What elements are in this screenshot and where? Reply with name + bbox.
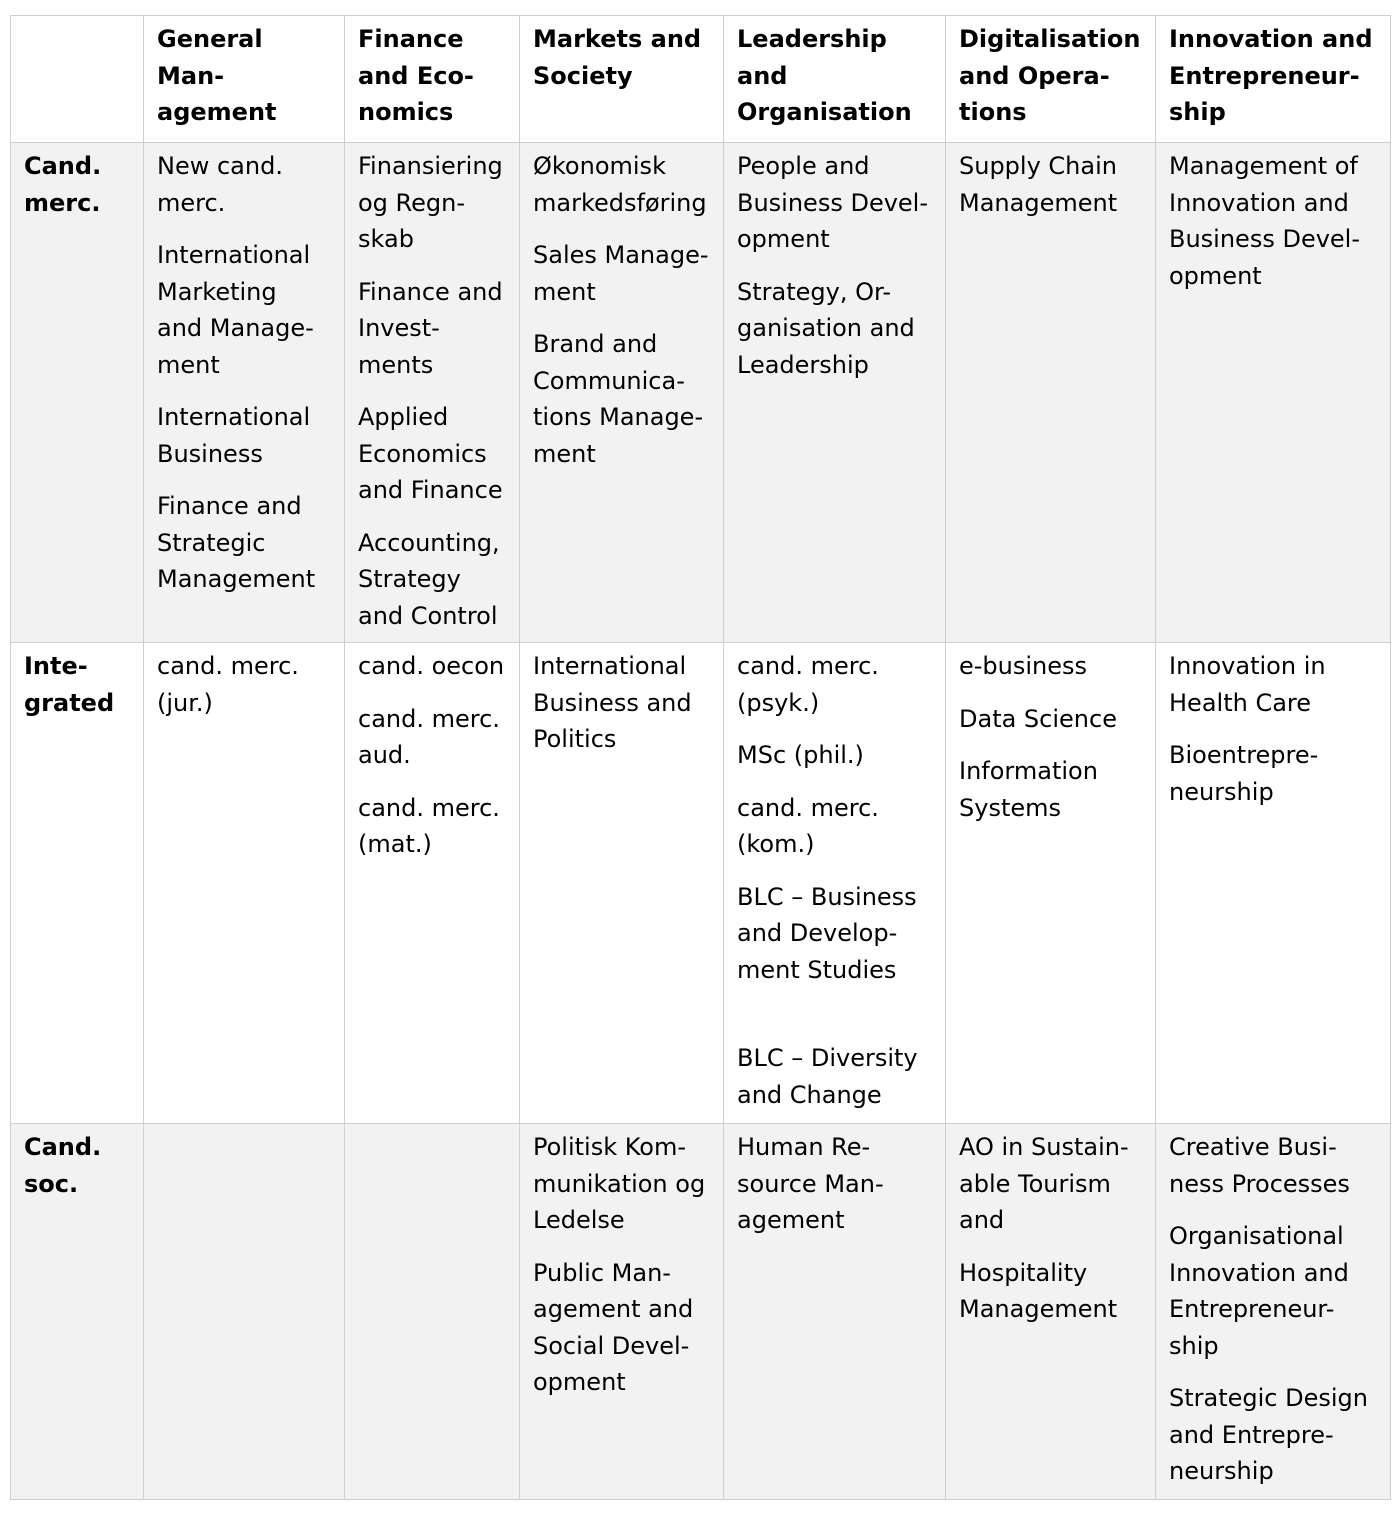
programme-line: Sales Manage- — [533, 241, 709, 269]
programme-entry — [959, 753, 1143, 826]
programme-line: and Manage- — [157, 314, 314, 342]
programme-line: Applied — [358, 403, 449, 431]
programme-line: and Develop- — [737, 919, 898, 947]
column-header: Finance and Eco- nomics — [345, 16, 520, 143]
table-cell — [1156, 643, 1391, 1124]
programme-line: Strategy, Or- — [737, 277, 891, 306]
corner-cell — [11, 16, 144, 143]
programme-entry — [358, 648, 507, 685]
table-cell — [724, 143, 946, 643]
programme-line: Leadership — [737, 350, 869, 379]
programme-entry — [157, 648, 332, 721]
programme-line: Hospitality — [959, 1258, 1088, 1287]
programme-entry — [1169, 1218, 1378, 1364]
table-row — [11, 1124, 1391, 1500]
table-cell — [946, 1124, 1156, 1500]
table-cell — [1156, 1124, 1391, 1500]
column-header: Innovation and Entrepreneur- ship — [1156, 16, 1391, 143]
programme-line: Ledelse — [533, 1206, 625, 1234]
programme-line: Strategic — [157, 528, 266, 557]
programme-line: Accounting, — [358, 528, 500, 557]
row-header: Inte- grated — [11, 643, 144, 1124]
programme-line: able Tourism — [959, 1169, 1111, 1198]
programme-line: International — [157, 241, 311, 269]
programme-entry — [157, 399, 332, 472]
table-cell — [724, 643, 946, 1124]
programme-entry — [1169, 148, 1378, 294]
table-cell — [946, 643, 1156, 1124]
programme-line: Creative Busi- — [1169, 1133, 1337, 1161]
programme-entry — [959, 1255, 1143, 1328]
column-header: Leadership and Organisation — [724, 16, 946, 143]
table-cell — [345, 143, 520, 643]
programme-line: opment — [533, 1368, 626, 1396]
programme-line: Economics — [358, 439, 487, 468]
programme-line: Bioentrepre- — [1169, 741, 1319, 769]
programme-line: agement and — [533, 1295, 694, 1323]
programme-line: Organisational — [1169, 1222, 1344, 1250]
programme-line: Business and — [533, 688, 692, 717]
header-row — [11, 16, 1391, 143]
programme-line: opment — [1169, 261, 1262, 290]
programme-line: ship — [1169, 1331, 1219, 1360]
programme-line: People and — [737, 152, 870, 180]
programme-entry — [533, 1129, 711, 1239]
programme-line: Supply Chain — [959, 152, 1117, 180]
programme-line: Innovation in — [1169, 652, 1326, 680]
programme-line: and Entrepre- — [1169, 1420, 1334, 1449]
table-cell — [144, 143, 345, 643]
programme-entry — [358, 525, 507, 635]
programme-line: ment — [157, 350, 220, 379]
programme-line: Politics — [533, 725, 617, 753]
programme-entry — [358, 148, 507, 258]
programme-entry — [737, 1040, 933, 1113]
programme-line: skab — [358, 225, 414, 253]
programme-entry — [959, 1129, 1143, 1239]
table-cell — [520, 143, 724, 643]
programme-entry — [358, 399, 507, 509]
row-header: Cand. merc. — [11, 143, 144, 643]
programme-line: Finance and — [157, 492, 302, 520]
programme-line: Politisk Kom- — [533, 1133, 687, 1161]
programme-entry — [533, 148, 711, 221]
programme-line: Finansiering — [358, 152, 503, 180]
programme-line: ments — [358, 350, 434, 379]
table-cell — [946, 143, 1156, 643]
programme-line: Business Devel- — [1169, 225, 1361, 253]
programme-line: (mat.) — [358, 830, 432, 858]
programme-line: Social Devel- — [533, 1331, 690, 1360]
programme-line: Innovation and — [1169, 1258, 1349, 1287]
programme-line: and — [959, 1206, 1005, 1234]
programme-entry — [737, 879, 933, 989]
programme-entry — [1169, 1380, 1378, 1490]
column-header: Digitalisation and Opera- tions — [946, 16, 1156, 143]
table-cell — [144, 643, 345, 1124]
programme-entry — [358, 790, 507, 863]
column-header: General Man- agement — [144, 16, 345, 143]
programme-line: Management — [157, 565, 316, 593]
table-cell — [144, 1124, 345, 1500]
programme-line: ness Processes — [1169, 1169, 1350, 1198]
table-cell — [520, 643, 724, 1124]
programme-line: International — [533, 652, 687, 680]
table-cell — [345, 643, 520, 1124]
programme-line: cand. merc. — [737, 793, 879, 822]
programme-entry — [533, 237, 711, 310]
programme-line: markedsføring — [533, 188, 707, 217]
programme-line: ment — [533, 439, 596, 468]
programme-line: Systems — [959, 793, 1061, 822]
programme-line: Communica- — [533, 366, 685, 395]
programme-line: (psyk.) — [737, 688, 820, 717]
programme-entry — [959, 148, 1143, 221]
programme-entry — [1169, 648, 1378, 721]
programme-entry — [959, 648, 1143, 685]
programme-line: and Control — [358, 601, 498, 630]
programme-entry — [737, 148, 933, 258]
programme-line: ment Studies — [737, 955, 897, 984]
programme-line: and Change — [737, 1080, 882, 1109]
programme-line: Public Man- — [533, 1258, 671, 1287]
programme-line: tions Manage- — [533, 403, 704, 431]
programme-entry — [1169, 737, 1378, 810]
programme-entry — [737, 648, 933, 721]
programme-line: neurship — [1169, 777, 1274, 806]
programme-entry — [157, 488, 332, 598]
programme-line: aud. — [358, 741, 411, 769]
column-header: Markets and Society — [520, 16, 724, 143]
programme-line: Strategic Design — [1169, 1384, 1368, 1412]
programme-line: Marketing — [157, 277, 277, 306]
programme-entry — [959, 701, 1143, 738]
programme-line: opment — [737, 225, 830, 253]
programme-line: Business — [157, 439, 263, 468]
programme-line: source Man- — [737, 1169, 884, 1198]
programme-line: ganisation and — [737, 314, 915, 342]
programme-line: MSc (phil.) — [737, 741, 864, 769]
table-cell — [1156, 143, 1391, 643]
table-cell — [724, 1124, 946, 1500]
programme-line: Invest- — [358, 314, 440, 342]
programme-line: Finance and — [358, 277, 503, 306]
table-cell — [520, 1124, 724, 1500]
programme-line: Innovation and — [1169, 188, 1349, 217]
programme-table — [10, 15, 1391, 1500]
programme-line: Brand and — [533, 330, 658, 358]
programme-entry — [533, 648, 711, 758]
programme-entry — [737, 737, 933, 774]
programme-line: munikation og — [533, 1169, 706, 1198]
programme-line: Information — [959, 757, 1098, 785]
programme-entry — [533, 326, 711, 472]
programme-entry — [358, 701, 507, 774]
programme-entry — [1169, 1129, 1378, 1202]
programme-line: BLC – Business — [737, 882, 917, 911]
programme-line: Økonomisk — [533, 152, 666, 180]
programme-line: Management of — [1169, 152, 1358, 180]
programme-line: Entrepreneur- — [1169, 1295, 1335, 1323]
programme-line: Management — [959, 1295, 1118, 1323]
programme-line: merc. — [157, 188, 226, 217]
programme-entry — [737, 790, 933, 863]
programme-line: agement — [737, 1206, 845, 1234]
table-cell — [345, 1124, 520, 1500]
programme-line: AO in Sustain- — [959, 1133, 1129, 1161]
table-row — [11, 643, 1391, 1124]
programme-entry — [533, 1255, 711, 1401]
programme-entry — [157, 237, 332, 383]
programme-line: Data Science — [959, 704, 1117, 733]
programme-line: e-business — [959, 652, 1088, 680]
programme-line: International — [157, 403, 311, 431]
programme-line: BLC – Diversity — [737, 1044, 918, 1072]
programme-line: og Regn- — [358, 188, 466, 217]
programme-line: and Finance — [358, 476, 503, 504]
programme-line: (jur.) — [157, 688, 213, 717]
row-header: Cand. soc. — [11, 1124, 144, 1500]
programme-line: cand. oecon — [358, 652, 505, 680]
programme-entry — [737, 274, 933, 384]
programme-line: Management — [959, 188, 1118, 217]
programme-line: cand. merc. — [737, 652, 879, 680]
programme-line: cand. merc. — [358, 793, 500, 822]
programme-entry — [737, 1129, 933, 1239]
programme-line: cand. merc. — [157, 652, 299, 680]
programme-line: Strategy — [358, 565, 461, 593]
programme-entry — [157, 148, 332, 221]
table-row — [11, 143, 1391, 643]
programme-line: (kom.) — [737, 830, 815, 858]
programme-line: Human Re- — [737, 1133, 871, 1161]
programme-line: Health Care — [1169, 688, 1312, 717]
programme-line: cand. merc. — [358, 704, 500, 733]
programme-entry — [358, 274, 507, 384]
programme-line: ment — [533, 277, 596, 306]
programme-line: New cand. — [157, 152, 283, 180]
programme-line: neurship — [1169, 1457, 1274, 1485]
programme-line: Business Devel- — [737, 188, 929, 217]
